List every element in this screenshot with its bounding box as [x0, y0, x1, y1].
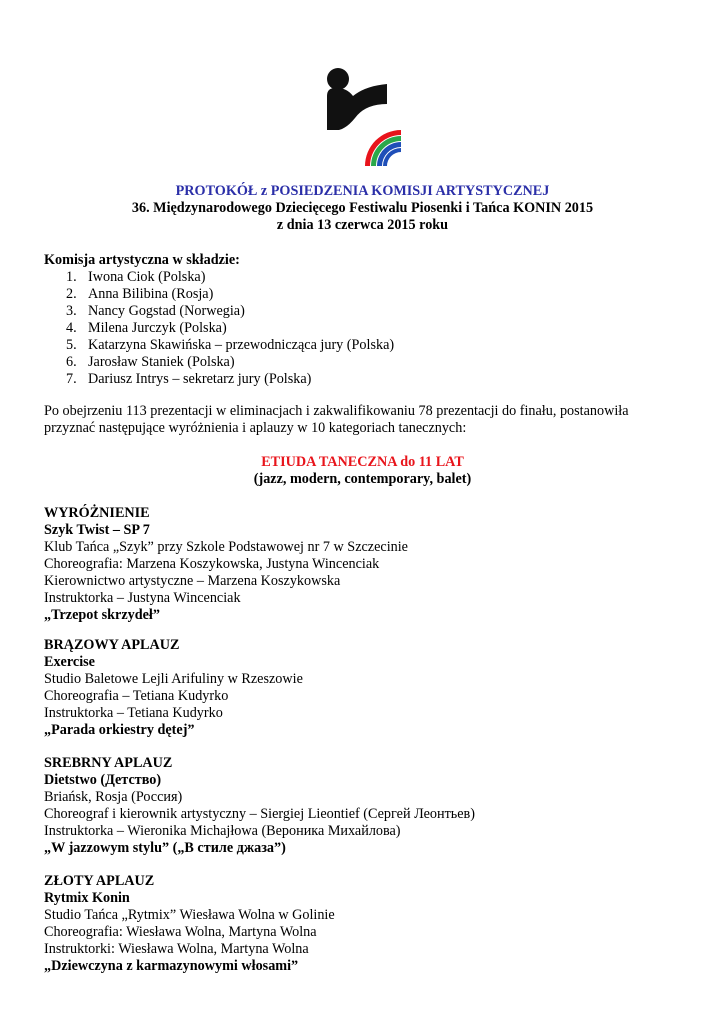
detail-line: Choreografia: Marzena Koszykowska, Justyna Wincenciak: [44, 556, 380, 572]
document-date: z dnia 13 czerwca 2015 roku: [276, 217, 449, 233]
list-item: 2. Anna Bilibina (Rosja): [66, 286, 214, 302]
award-entry: [44, 873, 684, 975]
document-title: PROTOKÓŁ z POSIEDZENIA KOMISJI ARTYSTYCZNEJ: [175, 183, 550, 199]
detail-line: Instruktorka – Wieronika Michajłowa (Вероника Михайлова): [44, 823, 401, 839]
festival-name: 36. Międzynarodowego Dziecięcego Festiwalu Piosenki i Tańca KONIN 2015: [131, 200, 594, 216]
list-item: 6. Jarosław Staniek (Polska): [66, 354, 235, 370]
award-title: WYRÓŻNIENIE: [44, 505, 150, 521]
detail-line: Kierownictwo artystyczne – Marzena Koszykowska: [44, 573, 341, 589]
piece-title: „W jazzowym stylu” („В стиле джаза”): [44, 840, 286, 856]
detail-line: Choreograf i kierownik artystyczny – Siergiej Lieontief (Сергей Леонтьев): [44, 806, 475, 822]
detail-line: Choreografia: Wiesława Wolna, Martyna Wolna: [44, 924, 317, 940]
group-name: Exercise: [44, 654, 95, 670]
list-item: 5. Katarzyna Skawińska – przewodnicząca jury (Polska): [66, 337, 395, 353]
piece-title: „Dziewczyna z karmazynowymi włosami”: [44, 958, 299, 974]
award-title: SREBRNY APLAUZ: [44, 755, 173, 771]
festival-logo: [325, 66, 405, 166]
intro-paragraph: [44, 403, 684, 437]
list-item: 1. Iwona Ciok (Polska): [66, 269, 206, 285]
committee-list: [44, 269, 684, 388]
group-name: Dietstwo (Детство): [44, 772, 162, 788]
intro-line: Po obejrzeniu 113 prezentacji w eliminacjach i zakwalifikowaniu 78 prezentacji do finału, postanowiła: [44, 403, 629, 419]
committee-section: [44, 252, 684, 388]
award-title: BRĄZOWY APLAUZ: [44, 637, 180, 653]
list-item: 4. Milena Jurczyk (Polska): [66, 320, 227, 336]
award-entry: [44, 505, 684, 624]
intro-line: przyznać następujące wyróżnienia i aplauzy w 10 kategoriach tanecznych:: [44, 420, 467, 436]
award-title: ZŁOTY APLAUZ: [44, 873, 155, 889]
category-name: ETIUDA TANECZNA do 11 LAT: [261, 454, 464, 470]
group-name: Szyk Twist – SP 7: [44, 522, 150, 538]
detail-line: Instruktorka – Justyna Wincenciak: [44, 590, 241, 606]
detail-line: Klub Tańca „Szyk” przy Szkole Podstawowej nr 7 w Szczecinie: [44, 539, 408, 555]
detail-line: Instruktorka – Tetiana Kudyrko: [44, 705, 223, 721]
committee-heading: Komisja artystyczna w składzie:: [44, 252, 240, 268]
award-entry: [44, 637, 684, 739]
detail-line: Studio Baletowe Lejli Arifuliny w Rzeszowie: [44, 671, 303, 687]
category-styles: (jazz, modern, contemporary, balet): [253, 471, 472, 487]
award-entry: [44, 755, 684, 857]
detail-line: Briańsk, Rosja (Россия): [44, 789, 183, 805]
group-name: Rytmix Konin: [44, 890, 130, 906]
detail-line: Choreografia – Tetiana Kudyrko: [44, 688, 229, 704]
list-item: 7. Dariusz Intrys – sekretarz jury (Polska): [66, 371, 312, 387]
piece-title: „Parada orkiestry dętej”: [44, 722, 195, 738]
detail-line: Instruktorki: Wiesława Wolna, Martyna Wolna: [44, 941, 309, 957]
piece-title: „Trzepot skrzydeł”: [44, 607, 160, 623]
list-item: 3. Nancy Gogstad (Norwegia): [66, 303, 245, 319]
detail-line: Studio Tańca „Rytmix” Wiesława Wolna w Golinie: [44, 907, 335, 923]
